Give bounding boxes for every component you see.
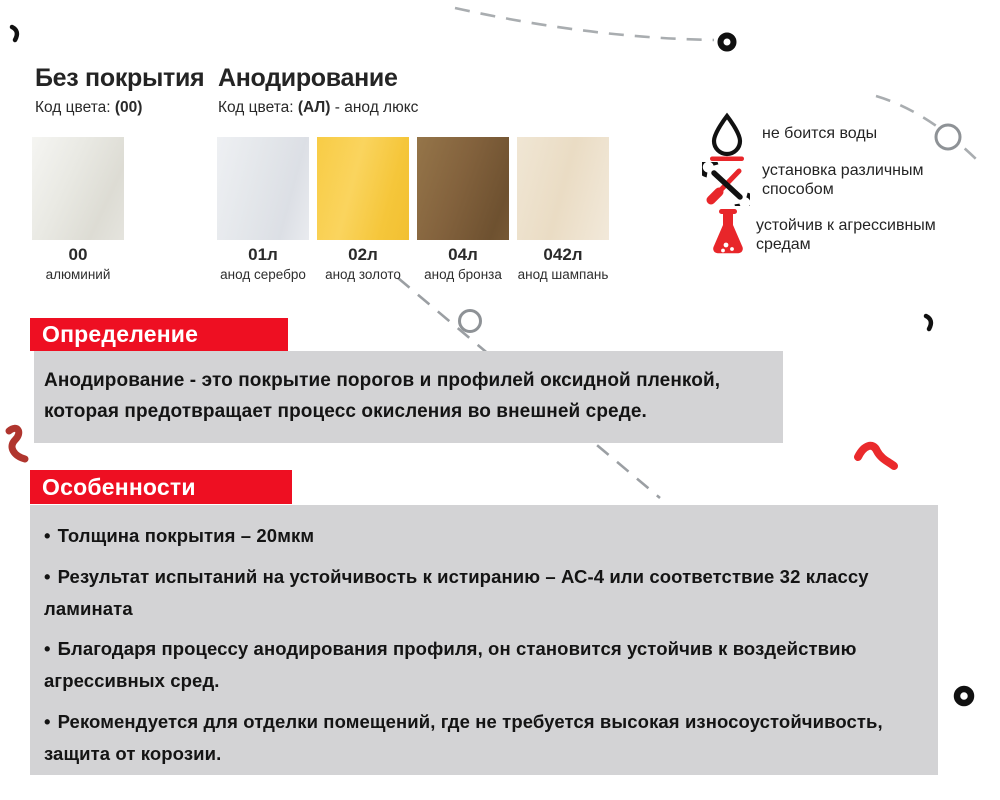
no-coating-header [35,64,204,117]
dashed-line-top [455,8,714,40]
anodizing-code-value: (АЛ) [297,99,331,116]
no-coating-code-value: (00) [114,99,143,116]
feature-bullet-aggressive: • Благодаря процессу анодирования профиля, он становится устойчив к воздействию агрессивных сред. [44,633,912,697]
tools-icon [702,162,750,206]
flask-icon [709,207,747,259]
feature-bullet-thickness: • Толщина покрытия – 20мкм [44,520,912,552]
anodizing-code [218,99,418,117]
swatch-02l-label [317,245,409,282]
definition-title: Определение [42,321,199,347]
swatch-00-label [32,245,124,282]
red-squiggle-left [9,428,25,459]
benefit-resistant-label: устойчив к агрессивным средам [756,217,936,253]
definition-banner [30,318,288,351]
swatch-042l-label [517,245,609,282]
donut-dot-bottom [957,689,971,703]
donut-dot-top [721,36,734,49]
features-title: Особенности [42,474,196,500]
swatch-name: анод шампань [517,267,609,282]
swatch-name: алюминий [45,267,111,282]
anodizing-code-suffix: - анод люкс [334,99,419,116]
swatch-04l-label [417,245,509,282]
anodizing-header [218,64,418,117]
comma-mark-topleft [12,27,17,40]
water-drop-icon [706,111,748,161]
swatch-02l-gold [317,137,409,240]
benefit-water-label: не боится воды [762,125,878,142]
swatch-00-aluminium [32,137,124,240]
no-coating-code [35,99,204,117]
feature-bullet-abrasion: • Результат испытаний на устойчивость к истиранию – АС-4 или соответствие 32 классу ламината [44,561,912,625]
swatch-042l-champagne [517,137,609,240]
feature-bullet-recommend: • Рекомендуется для отделки помещений, где не требуется высокая износоустойчивость, защита от корозии. [44,706,912,770]
swatch-04l-bronze [417,137,509,240]
benefit-install-label: установка различным способом [762,162,924,198]
swatch-name: анод бронза [424,267,502,282]
swatch-01l-label [217,245,309,282]
circle-marker-middle [460,311,481,332]
anodizing-code-label: Код цвета: [218,99,294,116]
no-coating-code-label: Код цвета: [35,99,111,116]
swatch-code: 042л [543,245,583,264]
comma-mark-right [926,316,931,329]
swatch-01l-silver [217,137,309,240]
red-squiggle-right [858,446,894,466]
swatch-code: 01л [248,245,278,264]
definition-text: Анодирование - это покрытие порогов и профилей оксидной пленкой, которая предотвращает процесс окисления во внешней среде. [44,370,721,422]
swatch-name: анод золото [325,267,401,282]
features-box [30,505,938,775]
no-coating-title: Без покрытия [35,64,205,92]
definition-box [34,351,783,443]
swatch-name: анод серебро [220,267,306,282]
swatch-code: 00 [68,245,88,264]
features-banner [30,470,292,504]
anodizing-title: Анодирование [218,64,398,92]
swatch-code: 04л [448,245,478,264]
swatch-code: 02л [348,245,378,264]
